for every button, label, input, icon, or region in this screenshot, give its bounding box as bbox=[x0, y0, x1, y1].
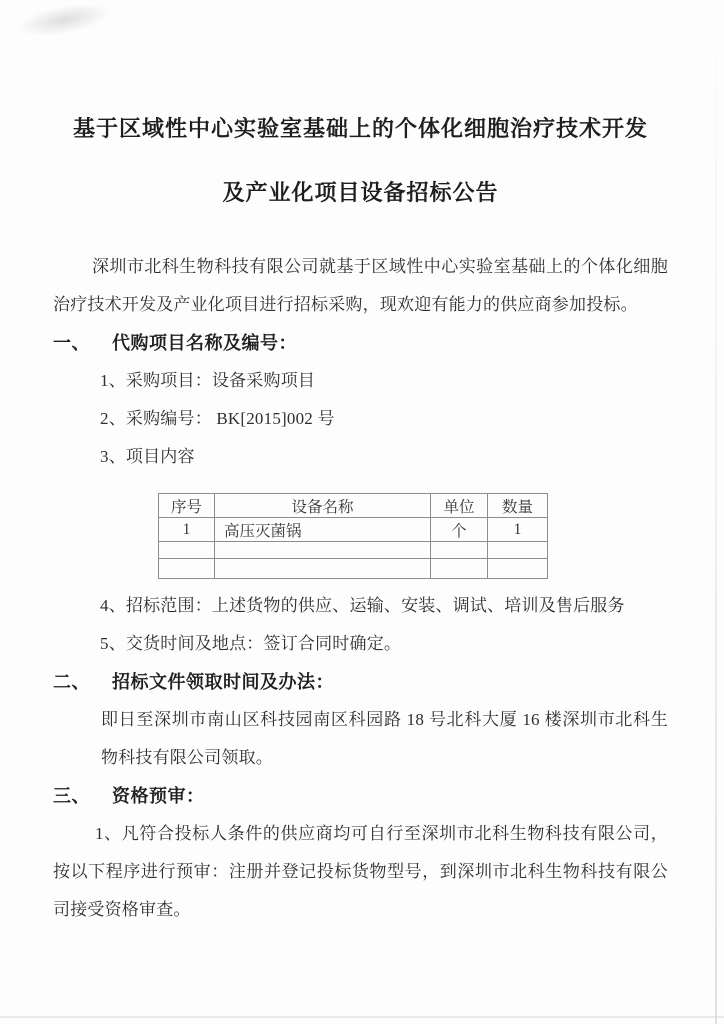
section-1-number: 一、 bbox=[53, 333, 90, 353]
title-line-2: 及产业化项目设备招标公告 bbox=[222, 180, 499, 205]
section-3-heading-text: 资格预审： bbox=[112, 786, 205, 806]
section-1-heading-text: 代购项目名称及编号： bbox=[112, 333, 297, 353]
section-3-number: 三、 bbox=[53, 786, 90, 806]
document-title bbox=[53, 112, 668, 210]
section-3-body: 1、凡符合投标人条件的供应商均可自行至深圳市北科生物科技有限公司，按以下程序进行预审：注册并登记投标货物型号，到深圳市北科生物科技有限公司接受资格审查。 bbox=[53, 824, 668, 919]
cell-unit: 个 bbox=[431, 518, 488, 542]
section-3-heading bbox=[53, 777, 668, 815]
cell-equipment-name bbox=[215, 542, 431, 559]
equipment-table bbox=[158, 493, 548, 579]
section-2-heading bbox=[53, 663, 668, 701]
section-1-item-2: 2、采购编号： BK[2015]002 号 bbox=[100, 409, 335, 428]
table-header-row bbox=[159, 494, 548, 518]
section-2-number: 二、 bbox=[53, 672, 90, 692]
table-header-index: 序号 bbox=[159, 494, 215, 518]
section-2-body: 即日至深圳市南山区科技园南区科园路 18 号北科大厦 16 楼深圳市北科生物科技有限公司领取。 bbox=[101, 710, 668, 767]
section-1-heading bbox=[53, 324, 668, 362]
section-1-item-3: 3、项目内容 bbox=[100, 447, 195, 466]
table-row bbox=[159, 559, 548, 579]
table-header-unit: 单位 bbox=[431, 494, 488, 518]
scan-smudge-artifact bbox=[14, 0, 113, 42]
section-1-item-4: 4、招标范围：上述货物的供应、运输、安装、调试、培训及售后服务 bbox=[100, 596, 625, 615]
cell-index bbox=[159, 559, 215, 579]
cell-quantity bbox=[488, 542, 548, 559]
table-row bbox=[159, 542, 548, 559]
table-header-quantity: 数量 bbox=[488, 494, 548, 518]
title-line-1: 基于区域性中心实验室基础上的个体化细胞治疗技术开发 bbox=[72, 116, 648, 141]
cell-index: 1 bbox=[159, 518, 215, 542]
cell-index bbox=[159, 542, 215, 559]
cell-equipment-name: 高压灭菌锅 bbox=[215, 518, 431, 542]
scan-right-edge bbox=[715, 0, 717, 1024]
intro-paragraph: 深圳市北科生物科技有限公司就基于区域性中心实验室基础上的个体化细胞治疗技术开发及产业化项目进行招标采购，现欢迎有能力的供应商参加投标。 bbox=[53, 257, 668, 314]
section-1-item-5: 5、交货时间及地点：签订合同时确定。 bbox=[100, 634, 402, 653]
cell-unit bbox=[431, 542, 488, 559]
cell-quantity: 1 bbox=[488, 518, 548, 542]
table-header-equipment-name: 设备名称 bbox=[215, 494, 431, 518]
table-row bbox=[159, 518, 548, 542]
section-1-item-1: 1、采购项目：设备采购项目 bbox=[100, 371, 316, 390]
cell-equipment-name bbox=[215, 559, 431, 579]
cell-quantity bbox=[488, 559, 548, 579]
scan-bottom-edge bbox=[0, 1016, 724, 1018]
cell-unit bbox=[431, 559, 488, 579]
section-2-heading-text: 招标文件领取时间及办法： bbox=[112, 672, 334, 692]
